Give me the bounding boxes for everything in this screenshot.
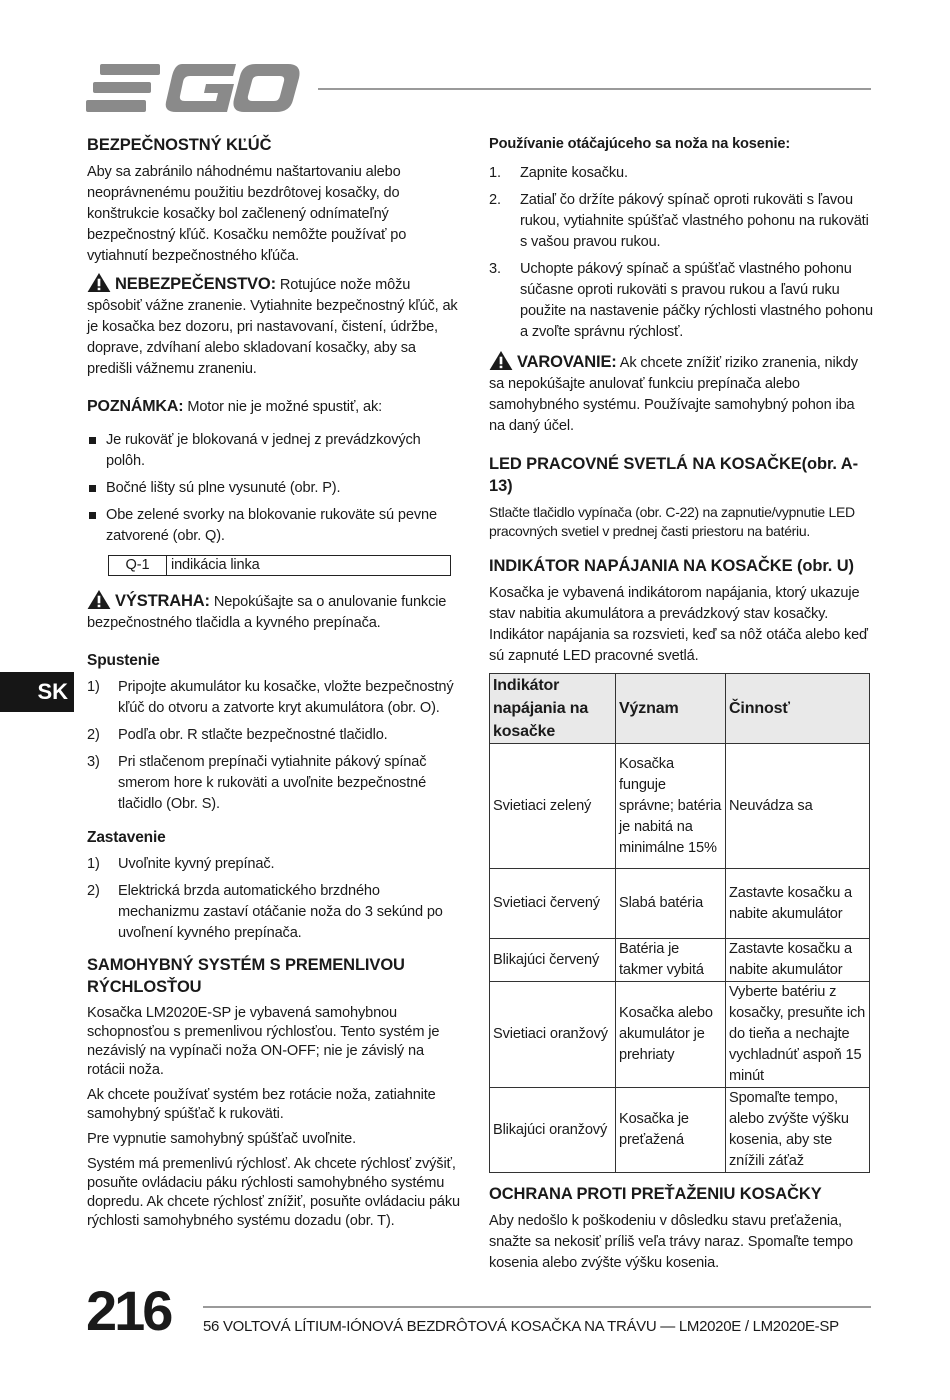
ego-logo xyxy=(86,64,300,112)
start-steps xyxy=(87,677,460,815)
list-item: 1. Zapnite kosačku. xyxy=(489,165,628,181)
table-cell: Kosačka je preťažená xyxy=(616,1088,726,1173)
table-header-row xyxy=(490,674,870,744)
usage-heading: Používanie otáčajúceho sa noža na kosenie: xyxy=(489,136,791,152)
table-row xyxy=(490,1088,870,1173)
legend-key: Q-1 xyxy=(109,556,167,575)
usage-steps xyxy=(489,163,874,343)
table-row xyxy=(490,744,870,869)
list-item: 3) Pri stlačenom prepínači vytiahnite pákový spínač smerom hore k rukoväti a uvoľnite bezpečnostné tlačidlo (Obr. S). xyxy=(87,754,427,812)
indicator-table xyxy=(489,673,870,1173)
led-text: Stlačte tlačidlo vypínača (obr. C-22) na zapnutie/vypnutie LED pracovných svetiel v prednej časti priestoru na batériu. xyxy=(489,504,855,539)
footer-rule xyxy=(203,1306,871,1308)
list-item: 2. Zatiaľ čo držíte pákový spínač oproti rukoväti s ľavou rukou, vytiahnite spúšťač vlastného pohonu na rukoväti s vašou pravou rukou. xyxy=(489,192,869,250)
stop-steps xyxy=(87,854,460,944)
table-cell: Zastavte kosačku a nabite akumulátor xyxy=(726,939,870,982)
warning-triangle-icon xyxy=(87,590,111,609)
bullet-square-icon xyxy=(89,485,96,492)
safety-key-heading: BEZPEČNOSTNÝ KĽÚČ xyxy=(87,136,272,154)
list-item: 2) Elektrická brzda automatického brzdného mechanizmu zastaví otáčanie noža do 3 sekúnd po uvoľnení kyvného prepínača. xyxy=(87,883,443,941)
warning-triangle-icon xyxy=(87,273,111,292)
list-item: 2) Podľa obr. R stlačte bezpečnostné tlačidlo. xyxy=(87,727,388,743)
warning-text: Nepokúšajte sa o anulovanie funkcie bezpečnostného tlačidla a kyvného prepínača. xyxy=(87,594,447,631)
self-propelled-p2: Ak chcete používať systém bez rotácie noža, zatiahnite samohybný spúšťač k rukoväti. xyxy=(87,1087,436,1122)
table-cell: Blikajúci oranžový xyxy=(490,1088,616,1173)
note-text: Motor nie je možné spustiť, ak: xyxy=(187,399,383,415)
left-column xyxy=(87,134,460,1237)
table-header-meaning: Význam xyxy=(616,674,726,744)
self-propelled-p3: Pre vypnutie samohybný spúšťač uvoľnite. xyxy=(87,1131,356,1147)
caution-notice xyxy=(489,351,874,437)
warning-label: VÝSTRAHA: xyxy=(115,592,210,610)
caution-text: Ak chcete znížiť riziko zranenia, nikdy sa nepokúšajte anulovať funkciu prepínača alebo samohybného systému. Používajte samohybný pohon iba na daný účel. xyxy=(489,355,858,434)
danger-notice xyxy=(87,273,460,380)
indicator-heading: INDIKÁTOR NAPÁJANIA NA KOSAČKE (obr. U) xyxy=(489,557,854,575)
right-column xyxy=(489,134,874,1280)
table-cell: Zastavte kosačku a nabite akumulátor xyxy=(726,869,870,939)
list-item: Obe zelené svorky na blokovanie rukoväte sú pevne zatvorené (obr. Q). xyxy=(87,505,460,547)
table-row xyxy=(490,869,870,939)
table-cell: Blikajúci červený xyxy=(490,939,616,982)
start-heading: Spustenie xyxy=(87,652,160,669)
danger-text: Rotujúce nože môžu spôsobiť vážne zranenie. Vytiahnite bezpečnostný kľúč, ak je kosačka bez dozoru, pri nastavovaní, čistení, údržbe, doprave, zdvíhaní alebo skladovaní kosačky, aby sa predišli vážnemu zraneniu. xyxy=(87,277,458,377)
list-item: Je rukoväť je blokovaná v jednej z prevádzkových polôh. xyxy=(87,430,460,472)
legend-value: indikácia linka xyxy=(171,557,260,573)
header-rule xyxy=(318,88,871,90)
warning-triangle-icon xyxy=(489,351,513,370)
table-cell: Neuvádza sa xyxy=(726,744,870,869)
note xyxy=(87,396,460,418)
indicator-text: Kosačka je vybavená indikátorom napájania, ktorý ukazuje stav nabitia akumulátora a prevádzkový stav kosačky. Indikátor napájania sa rozsvieti, keď sa nôž otáča alebo keď sú zapnuté LED pracovné svetlá. xyxy=(489,585,868,664)
list-item: 1) Pripojte akumulátor ku kosačke, vložte bezpečnostný kľúč do otvoru a zatvorte kryt akumulátora (obr. O). xyxy=(87,679,454,716)
bullet-square-icon xyxy=(89,512,96,519)
table-header-action: Činnosť xyxy=(726,674,870,744)
self-propelled-p4: Systém má premenlivú rýchlosť. Ak chcete rýchlosť zvýšiť, posuňte ovládaciu páku rýchlosti samohybného systému dopredu. Ak chcete rýchlosť znížiť, posuňte ovládaciu páku rýchlosti samohybného systému dozadu (obr. T). xyxy=(87,1156,460,1229)
table-row xyxy=(490,939,870,982)
list-item: Bočné lišty sú plne vysunuté (obr. P). xyxy=(87,478,460,499)
table-header-indicator: Indikátor napájania na kosačke xyxy=(490,674,616,744)
self-propelled-heading: SAMOHYBNÝ SYSTÉM S PREMENLIVOU RÝCHLOSŤOU xyxy=(87,956,405,996)
table-cell: Kosačka funguje správne; batéria je nabitá na minimálne 15% xyxy=(616,744,726,869)
table-cell: Batéria je takmer vybitá xyxy=(616,939,726,982)
table-cell: Slabá batéria xyxy=(616,869,726,939)
note-list xyxy=(87,430,460,547)
danger-label: NEBEZPEČENSTVO: xyxy=(115,275,276,293)
footer-title: 56 VOLTOVÁ LÍTIUM-IÓNOVÁ BEZDRÔTOVÁ KOSAČKA NA TRÁVU — LM2020E / LM2020E-SP xyxy=(203,1318,839,1335)
legend-box xyxy=(108,555,451,576)
safety-key-text: Aby sa zabránilo náhodnému naštartovaniu alebo neoprávnenému použitiu bezdrôtovej kosačky, do konštrukcie kosačky bol začlenený odnímateľný bezpečnostný kľúč. Kosačku nemôžte používať po vytiahnutí bezpečnostného kľúča. xyxy=(87,164,407,264)
overload-text: Aby nedošlo k poškodeniu v dôsledku stavu preťaženia, snažte sa nekosiť príliš veľa trávy naraz. Spomaľte tempo kosenia alebo zvýšte výšku kosenia. xyxy=(489,1213,853,1271)
warning-notice xyxy=(87,590,460,634)
language-tab: SK xyxy=(0,672,74,712)
self-propelled-p1: Kosačka LM2020E-SP je vybavená samohybnou schopnosťou s premenlivou rýchlosťou. Tento systém je nezávislý na vypínači noža ON-OFF; nie je závislý na rotácii noža. xyxy=(87,1005,440,1078)
table-cell: Vyberte batériu z kosačky, presuňte ich do tieňa a nechajte vychladnúť aspoň 15 minút xyxy=(726,982,870,1088)
table-cell: Svietiaci zelený xyxy=(490,744,616,869)
note-label: POZNÁMKA: xyxy=(87,398,184,415)
list-item: 1) Uvoľnite kyvný prepínač. xyxy=(87,856,275,872)
table-cell: Spomaľte tempo, alebo zvýšte výšku kosenia, aby ste znížili záťaž xyxy=(726,1088,870,1173)
table-cell: Kosačka alebo akumulátor je prehriaty xyxy=(616,982,726,1088)
table-cell: Svietiaci oranžový xyxy=(490,982,616,1088)
led-heading: LED PRACOVNÉ SVETLÁ NA KOSAČKE(obr. A-13) xyxy=(489,455,858,495)
stop-heading: Zastavenie xyxy=(87,829,166,846)
bullet-square-icon xyxy=(89,437,96,444)
list-item: 3. Uchopte pákový spínač a spúšťač vlastného pohonu súčasne oproti rukoväti s pravou rukou a ľavú ruku použite na nastavenie páčky rýchlosti vlastného pohonu a zvoľte správnu rýchlosť. xyxy=(489,261,873,340)
table-cell: Svietiaci červený xyxy=(490,869,616,939)
overload-heading: OCHRANA PROTI PREŤAŽENIU KOSAČKY xyxy=(489,1185,822,1203)
page-number: 216 xyxy=(86,1279,171,1342)
caution-label: VAROVANIE: xyxy=(517,353,617,371)
table-row xyxy=(490,982,870,1088)
